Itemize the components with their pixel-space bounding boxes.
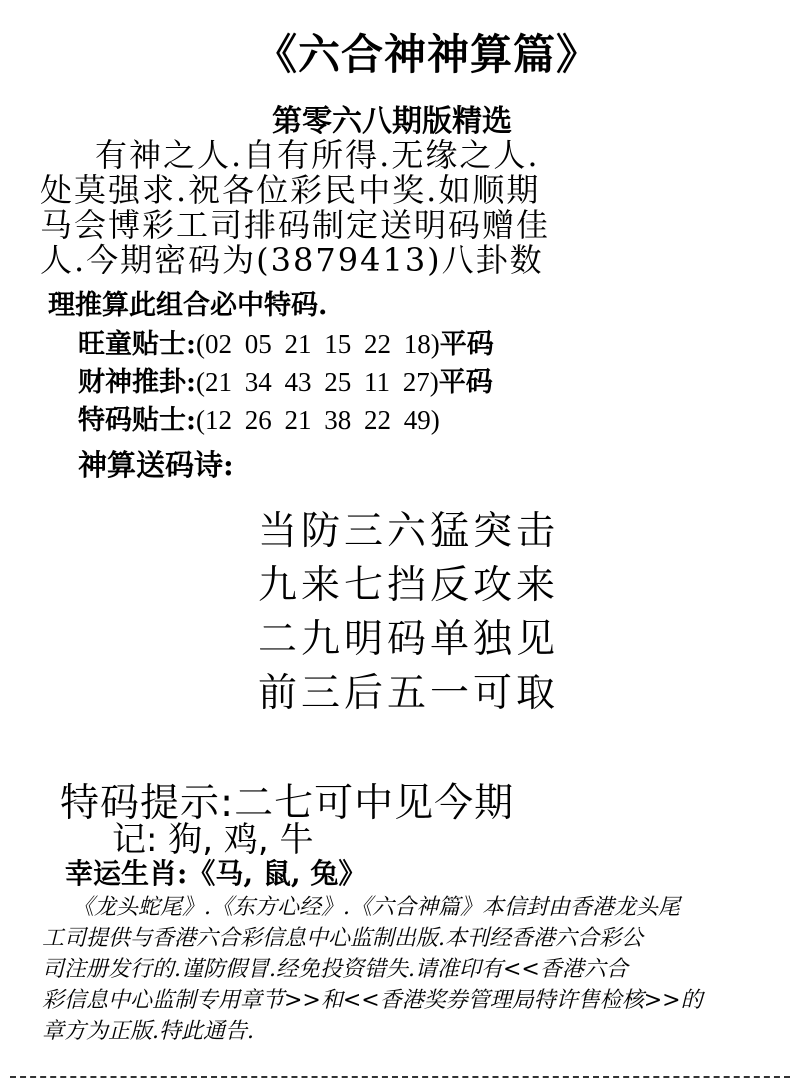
poem-line: 当防三六猛突击	[258, 509, 560, 554]
footer-line: 彩信息中心监制专用章节>>和<<香港奖券管理局特许售检核>>的	[42, 988, 703, 1013]
tip-suffix: 平码	[438, 367, 493, 398]
footer-notice	[42, 892, 772, 1047]
poem-line: 前三后五一可取	[258, 671, 560, 716]
poem-heading: 神算送码诗:	[78, 448, 234, 482]
tip-label: 财神推卦:	[78, 367, 196, 398]
footer-line: 章方为正版.特此通告.	[42, 1019, 254, 1044]
tip-suffix: 平码	[439, 329, 494, 360]
tip-label: 特码贴士:	[78, 405, 196, 436]
intro-line: 人.今期密码为(3879413)八卦数	[40, 241, 544, 279]
page-title: 《六合神神算篇》	[255, 30, 600, 79]
tip-row-wangtong	[78, 322, 494, 361]
section-heading: 理推算此组合必中特码.	[48, 290, 328, 321]
tip-row-tema	[78, 398, 440, 437]
tip-label: 旺童贴士:	[78, 329, 196, 360]
intro-paragraph	[40, 138, 780, 278]
hint-zodiac-note: 记: 狗, 鸡, 牛	[112, 820, 314, 860]
tip-numbers: (21 34 43 25 11 27)	[195, 367, 439, 397]
bottom-divider	[10, 1076, 790, 1078]
poem	[258, 505, 559, 721]
intro-line: 有神之人.自有所得.无缘之人.	[95, 136, 540, 174]
issue-subtitle: 第零六八期版精选	[272, 104, 512, 139]
intro-line: 处莫强求.祝各位彩民中奖.如顺期	[40, 171, 541, 209]
intro-line: 马会博彩工司排码制定送明码赠佳	[40, 206, 551, 244]
tip-row-caishen	[78, 360, 493, 399]
lucky-zodiac: 幸运生肖:《马, 鼠, 兔》	[65, 857, 367, 890]
footer-line: 工司提供与香港六合彩信息中心监制出版.本刊经香港六合彩公	[42, 926, 643, 951]
special-code-hint: 特码提示:二七可中见今期	[60, 781, 515, 826]
tip-numbers: (12 26 21 38 22 49)	[195, 405, 440, 435]
poem-line: 二九明码单独见	[258, 617, 560, 662]
poem-line: 九来七挡反攻来	[258, 563, 560, 608]
footer-line: 司注册发行的.谨防假冒.经免投资错失.请准印有<<香港六合	[42, 957, 628, 982]
tip-numbers: (02 05 21 15 22 18)	[195, 329, 440, 359]
footer-line: 《龙头蛇尾》.《东方心经》.《六合神篇》本信封由香港龙头尾	[72, 895, 680, 920]
